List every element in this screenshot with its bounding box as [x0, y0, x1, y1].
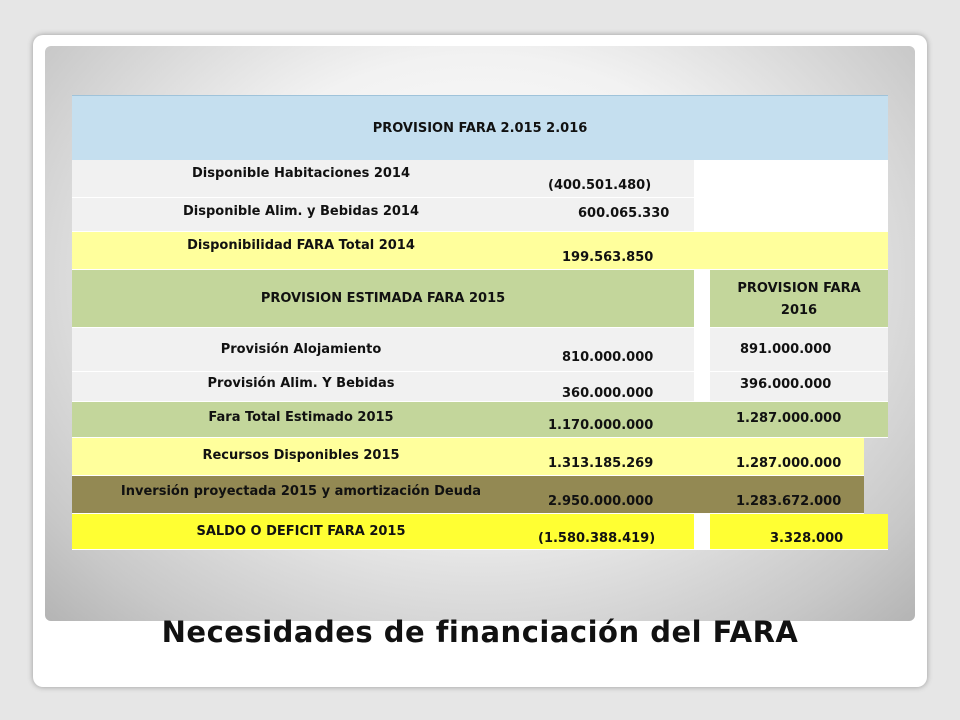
row-value-2016-fara-total-estimado: 1.287.000.000: [710, 402, 888, 438]
blank-cell-disponibilidad: [694, 232, 888, 270]
row-value-disponibilidad-total-2014: 199.563.850: [530, 232, 694, 270]
blank-cell-2014: [694, 160, 888, 232]
row-value-2015-recursos-disponibles: 1.313.185.269: [530, 438, 694, 476]
row-label-alim-bebidas-2014: Disponible Alim. y Bebidas 2014: [72, 198, 530, 232]
row-label-recursos-disponibles-2015: Recursos Disponibles 2015: [72, 438, 530, 476]
row-label-fara-total-estimado-2015: Fara Total Estimado 2015: [72, 402, 530, 438]
row-value-2015-provision-alim-bebidas: 360.000.000: [530, 372, 694, 402]
header-provision-estimada-2015: PROVISION ESTIMADA FARA 2015: [72, 270, 694, 328]
row-value-2016-provision-alim-bebidas: 396.000.000: [710, 372, 888, 402]
row-label-disponibilidad-total-2014: Disponibilidad FARA Total 2014: [72, 232, 530, 270]
spacer-cell: [694, 372, 710, 402]
slide-title: Necesidades de financiación del FARA: [161, 615, 799, 649]
row-value-2016-provision-alojamiento: 891.000.000: [710, 328, 888, 372]
row-value-2016-recursos-disponibles: 1.287.000.000: [710, 438, 864, 476]
spacer-cell: [694, 402, 710, 438]
row-label-provision-alojamiento: Provisión Alojamiento: [72, 328, 530, 372]
row-value-habitaciones-2014: (400.501.480): [530, 160, 694, 198]
spacer-cell: [694, 438, 710, 476]
spacer-cell: [694, 270, 710, 328]
row-value-2015-saldo-deficit: (1.580.388.419): [530, 514, 694, 550]
row-label-inversion-proyectada: Inversión proyectada 2015 y amortización Deuda: [72, 476, 530, 514]
row-value-2015-inversion-proyectada: 2.950.000.000: [530, 476, 694, 514]
table-title: PROVISION FARA 2.015 2.016: [72, 95, 888, 160]
row-value-alim-bebidas-2014: 600.065.330: [530, 198, 694, 232]
row-label-saldo-deficit-2015: SALDO O DEFICIT FARA 2015: [72, 514, 530, 550]
row-value-2016-inversion-proyectada: 1.283.672.000: [710, 476, 864, 514]
spacer-cell: [694, 476, 710, 514]
spacer-cell: [694, 514, 710, 550]
row-value-2016-saldo-deficit: 3.328.000: [710, 514, 888, 550]
row-label-habitaciones-2014: Disponible Habitaciones 2014: [72, 160, 530, 198]
row-label-provision-alim-bebidas: Provisión Alim. Y Bebidas: [72, 372, 530, 402]
spacer-cell: [694, 328, 710, 372]
row-value-2015-provision-alojamiento: 810.000.000: [530, 328, 694, 372]
header-provision-2016: PROVISION FARA 2016: [710, 270, 888, 328]
row-value-2015-fara-total-estimado: 1.170.000.000: [530, 402, 694, 438]
